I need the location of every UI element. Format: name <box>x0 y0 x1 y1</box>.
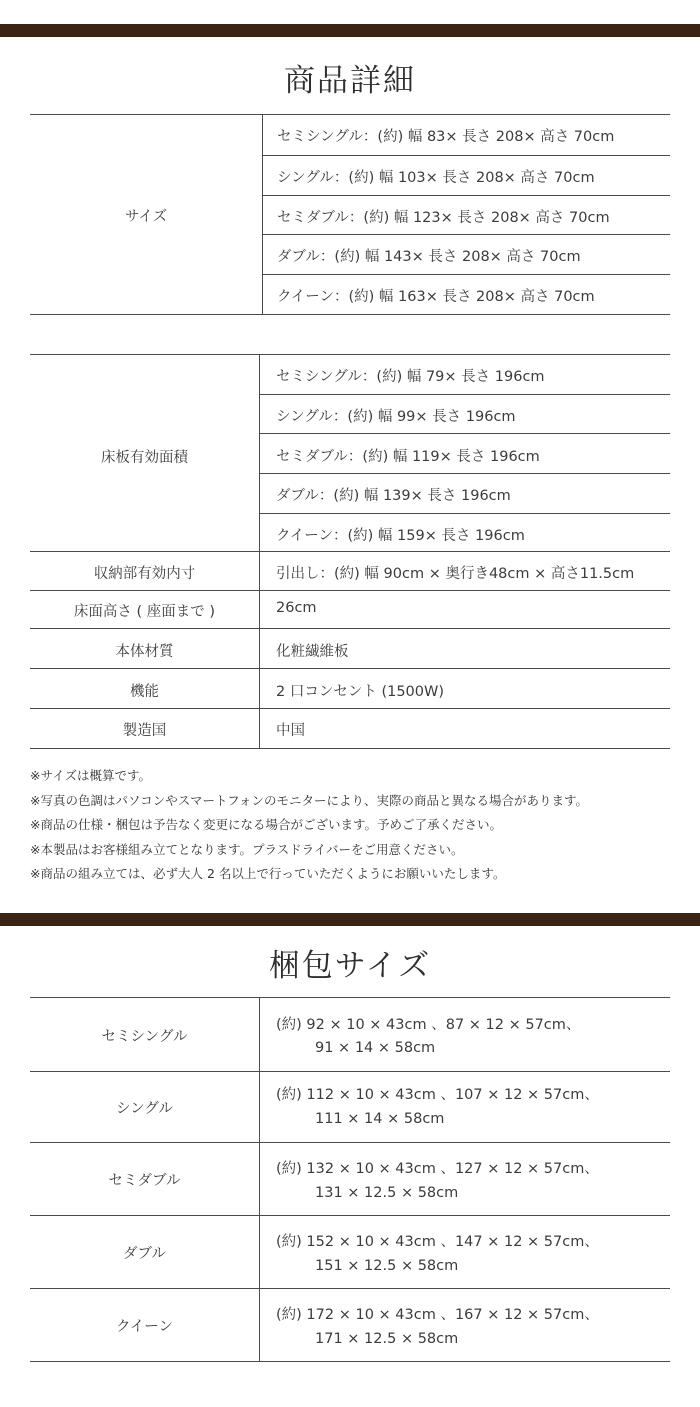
floor-top-rule <box>30 354 670 355</box>
size-row-rule <box>262 195 670 196</box>
notes-list <box>30 764 690 887</box>
size-row: セミシングル：(約) 幅 83× 長さ 208× 高さ 70cm <box>277 129 615 145</box>
package-column-divider <box>259 997 260 1361</box>
size-row: シングル：(約) 幅 103× 長さ 208× 高さ 70cm <box>277 170 595 186</box>
floor-row-rule <box>259 473 670 474</box>
size-row-rule <box>262 155 670 156</box>
note-item: ※商品の仕様・梱包は予告なく変更になる場合がございます。予めご了承ください。 <box>30 817 502 833</box>
package-line1: (約) 92 × 10 × 43cm 、87 × 12 × 57cm、 <box>276 1017 581 1033</box>
spec-bottom-rule <box>30 748 670 749</box>
size-column-divider <box>262 114 263 315</box>
package-top-rule <box>30 997 670 998</box>
top-divider-bar <box>0 24 700 37</box>
spec-label-material: 本体材質 <box>115 644 174 660</box>
package-line2: 111 × 14 × 58cm <box>315 1111 445 1127</box>
note-item: ※写真の色調はパソコンやスマートフォンのモニターにより、実際の商品と異なる場合があります。 <box>30 792 588 808</box>
package-line2: 91 × 14 × 58cm <box>315 1040 436 1056</box>
spec-label-origin: 製造国 <box>122 723 167 739</box>
package-line2: 151 × 12.5 × 58cm <box>315 1258 459 1274</box>
package-label: シングル <box>116 1101 173 1117</box>
spec-label-storage: 収納部有効内寸 <box>93 566 196 582</box>
floor-row: クイーン：(約) 幅 159× 長さ 196cm <box>276 528 525 544</box>
spec-label-function: 機能 <box>130 684 159 700</box>
package-divider-bar <box>0 913 700 926</box>
floor-row-rule <box>259 433 670 434</box>
note-item: ※本製品はお客様組み立てとなります。プラスドライバーをご用意ください。 <box>30 841 464 857</box>
package-label: クイーン <box>116 1319 173 1335</box>
package-row-rule <box>30 1142 670 1143</box>
spec-rule <box>30 628 670 629</box>
floor-row: セミシングル：(約) 幅 79× 長さ 196cm <box>276 369 545 385</box>
size-row-rule <box>262 274 670 275</box>
size-top-rule <box>30 114 670 115</box>
spec-rule <box>30 551 670 552</box>
size-row: クイーン：(約) 幅 163× 長さ 208× 高さ 70cm <box>277 289 595 305</box>
package-row-rule <box>30 1288 670 1289</box>
package-line1: (約) 172 × 10 × 43cm 、167 × 12 × 57cm、 <box>276 1307 599 1323</box>
package-label: ダブル <box>123 1246 166 1262</box>
spec-value-height: 26cm <box>276 600 317 616</box>
package-heading: 梱包サイズ <box>268 948 432 984</box>
package-row-rule <box>30 1071 670 1072</box>
spec-value-function: 2 口コンセント (1500W) <box>276 684 444 700</box>
floor-row-rule <box>259 394 670 395</box>
package-line1: (約) 112 × 10 × 43cm 、107 × 12 × 57cm、 <box>276 1087 599 1103</box>
floor-label: 床板有効面積 <box>101 450 188 466</box>
floor-row: シングル：(約) 幅 99× 長さ 196cm <box>276 409 516 425</box>
package-bottom-rule <box>30 1361 670 1362</box>
note-item: ※サイズは概算です。 <box>30 768 151 783</box>
package-line2: 171 × 12.5 × 58cm <box>315 1331 459 1347</box>
package-line1: (約) 132 × 10 × 43cm 、127 × 12 × 57cm、 <box>276 1161 599 1177</box>
package-label: セミダブル <box>108 1173 181 1189</box>
note-item: ※商品の組み立ては、必ず大人 2 名以上で行っていただくようにお願いいたします。 <box>30 866 506 882</box>
spec-label-height: 床面高さ ( 座面まで ) <box>73 604 216 620</box>
size-label: サイズ <box>124 209 168 225</box>
spec-value-origin: 中国 <box>276 723 305 739</box>
spec-value-storage: 引出し：(約) 幅 90cm × 奥行き48cm × 高さ11.5cm <box>276 566 635 582</box>
size-row: ダブル：(約) 幅 143× 長さ 208× 高さ 70cm <box>277 249 581 265</box>
size-row: セミダブル：(約) 幅 123× 長さ 208× 高さ 70cm <box>277 210 610 226</box>
package-line1: (約) 152 × 10 × 43cm 、147 × 12 × 57cm、 <box>276 1234 599 1250</box>
spec-rule <box>30 708 670 709</box>
detail-heading: 商品詳細 <box>284 63 416 99</box>
spec-rule <box>30 668 670 669</box>
package-row-rule <box>30 1215 670 1216</box>
floor-row: セミダブル：(約) 幅 119× 長さ 196cm <box>276 449 540 465</box>
size-bottom-rule <box>30 314 670 315</box>
floor-row-rule <box>259 513 670 514</box>
size-row-rule <box>262 234 670 235</box>
floor-row: ダブル：(約) 幅 139× 長さ 196cm <box>276 488 511 504</box>
spec-rule <box>30 590 670 591</box>
package-label: セミシングル <box>101 1029 188 1045</box>
spec-value-material: 化粧繊維板 <box>276 644 349 660</box>
package-line2: 131 × 12.5 × 58cm <box>315 1185 459 1201</box>
